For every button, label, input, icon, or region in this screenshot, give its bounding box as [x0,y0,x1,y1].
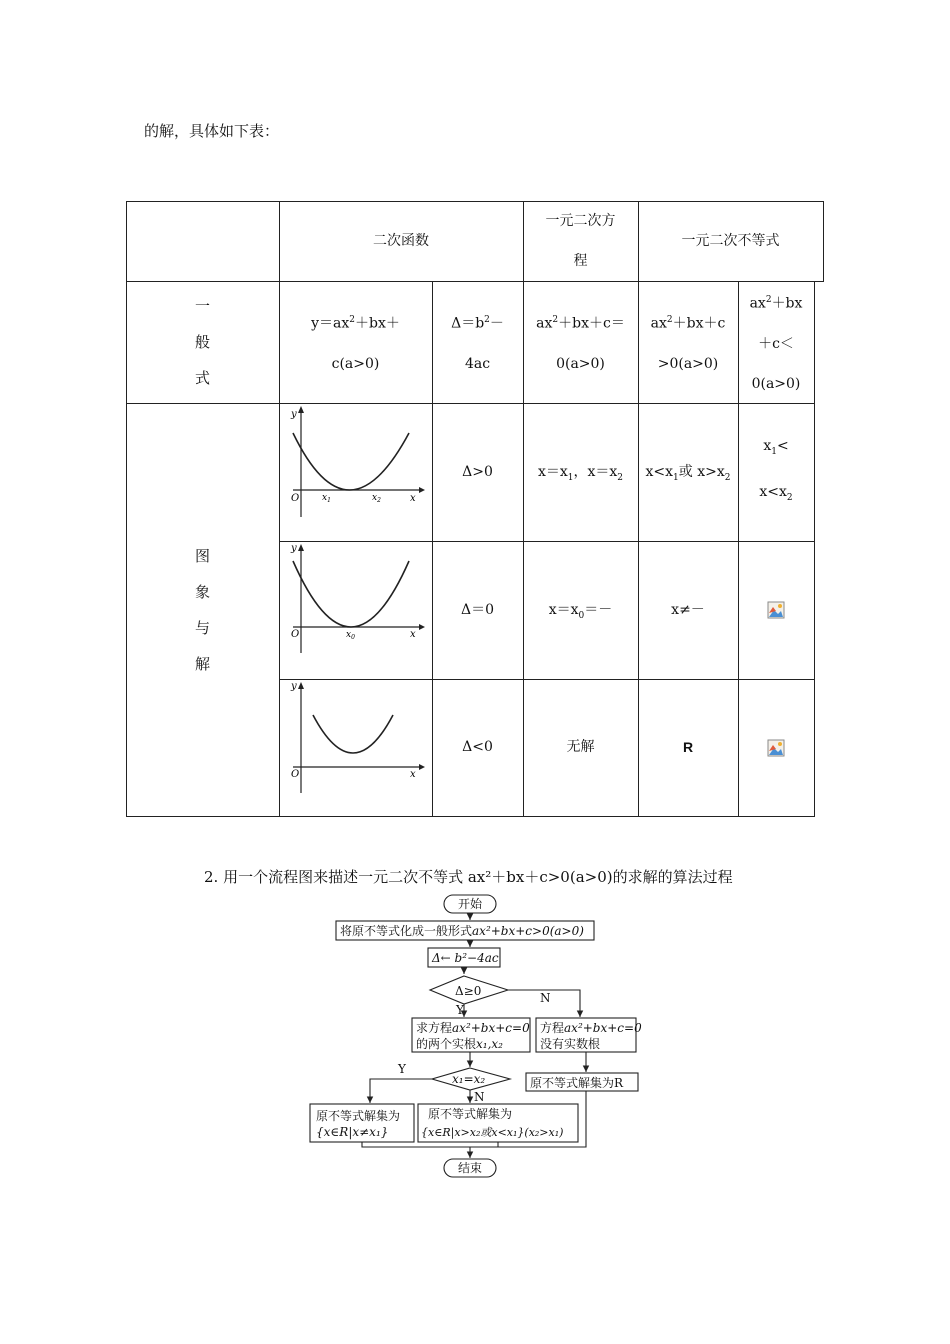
header-func-text: 二次函数 [373,232,429,249]
eq-one-root-text: $x=x_0=-$ [548,601,613,621]
row-label-general [126,281,279,403]
delta-positive-cell [432,403,523,541]
lt-no-root-cell [738,679,814,816]
header-ineq-text: 一元二次不等式 [681,232,780,249]
no2-label: N [474,1090,485,1104]
no-solution-label: 原不等式解集为R [530,1076,624,1090]
condition-roots-equal-label: x₁=x₂ [452,1072,486,1086]
find-roots-line1: 求方程ax²+bx+c=0 [416,1021,530,1035]
header-quadratic-inequality [638,201,823,281]
general-lt-line3: 0(a>0) [751,375,801,392]
delta-text: Δ>0 [462,463,493,480]
yes2-label: Y [398,1062,406,1076]
lt-line1: $x_1<$ [763,438,789,457]
parabola-graph-no-root [283,681,429,815]
origin-label: O [291,629,300,640]
lt-line2: $x<x_2$ [759,484,793,503]
eq-one-root-cell [523,541,638,679]
label-char: 般 [194,333,210,351]
header-quadratic-function [279,201,523,281]
label-char: 图 [194,546,210,565]
general-eq-line2: 0(a>0) [556,355,605,372]
general-gt-line1: $ax^2+bx+c$ [650,315,726,332]
label-char: 象 [194,582,210,601]
general-gt-cell [638,281,738,403]
result-equal-line1: 原不等式解集为 [316,1109,401,1123]
table-border [126,816,815,817]
find-roots-line2: 的两个实根x₁,x₂ [416,1037,503,1051]
delta-text: Δ＝0 [460,601,495,618]
broken-image-icon [767,601,785,619]
step-discriminant-label: Δ← b²−4ac [432,951,499,965]
flowchart [300,890,650,1180]
yes-label: Y [456,1003,464,1017]
eq-no-root-cell [523,679,638,816]
no-label: N [540,991,551,1005]
label-char: 解 [194,654,210,673]
origin-label: O [291,769,300,780]
x-axis-label: x [410,493,416,504]
gt-two-roots-text: $x<x_1$或 $x>x_2$ [645,463,731,483]
general-lt-line2: ＋c＜ [758,335,794,352]
header-eq-line2: 程 [573,253,588,269]
gt-text: R [682,739,694,756]
row-label-graph [126,403,279,816]
general-delta-line1: $\Delta=b^2-$ [451,315,504,332]
no-roots-line1: 方程ax²+bx+c=0 [540,1021,642,1035]
origin-label: O [291,493,300,504]
table-border [823,201,824,282]
lt-two-roots-cell [738,403,814,541]
header-quadratic-equation [523,201,638,281]
general-delta-line2: 4ac [464,355,491,372]
gt-one-root-cell [638,541,738,679]
general-func-line2: c(a>0) [331,355,380,372]
general-func-line1: $y=ax^2+bx+$ [311,315,400,332]
start-label: 开始 [457,897,483,911]
delta-negative-cell [432,679,523,816]
result-equal-line2: {x∈R|x≠x₁} [316,1125,389,1139]
result-distinct-line1: 原不等式解集为 [428,1107,513,1121]
y-axis-label: y [291,681,297,692]
header-eq-line1: 一元二次方 [545,213,616,229]
general-eq-cell [523,281,638,403]
delta-text: Δ<0 [462,739,493,756]
eq-two-roots-cell [523,403,638,541]
y-axis-label: y [291,409,297,420]
parabola-graph-one-root [283,543,429,677]
label-char: 与 [194,618,210,637]
x-axis-label: x [410,769,416,780]
condition-delta-label: Δ≥0 [455,984,482,998]
eq-two-roots-text: $x=x_1$，$x=x_2$ [537,463,624,483]
gt-no-root-cell [638,679,738,816]
y-axis-label: y [291,543,297,554]
eq-text: 无解 [566,739,595,756]
label-char: 式 [194,369,210,387]
general-delta-cell [432,281,523,403]
flowchart-caption: 2. 用一个流程图来描述一元二次不等式 ax²＋bx＋c>0(a>0)的求解的算法过程 [204,868,733,886]
general-func-cell [279,281,432,403]
broken-image-icon [767,739,785,757]
end-label: 结束 [457,1161,483,1175]
label-char: 一 [194,297,210,315]
general-gt-line2: >0(a>0) [657,355,719,372]
delta-zero-cell [432,541,523,679]
no-roots-line2: 没有实数根 [540,1037,601,1051]
table-border [814,281,815,817]
root-x0-label: $x_0$ [346,630,355,641]
general-lt-cell [738,281,814,403]
result-distinct-line2: {x∈R|x>x₂或x<x₁}(x₂>x₁) [421,1126,564,1139]
x-axis-label: x [410,629,416,640]
parabola-graph-two-roots [283,405,429,539]
general-lt-line1: $ax^2+bx$ [749,295,803,312]
root-x2-label: $x_2$ [372,493,381,504]
root-x1-label: $x_1$ [322,493,331,504]
general-eq-line1: $ax^2+bx+c=$ [536,315,625,332]
lt-one-root-cell [738,541,814,679]
gt-text: x≠－ [671,601,705,618]
gt-two-roots-cell [638,403,738,541]
step-normalize-label: 将原不等式化成一般形式ax²+bx+c>0(a>0) [340,924,584,938]
intro-text: 的解，具体如下表： [144,122,280,140]
